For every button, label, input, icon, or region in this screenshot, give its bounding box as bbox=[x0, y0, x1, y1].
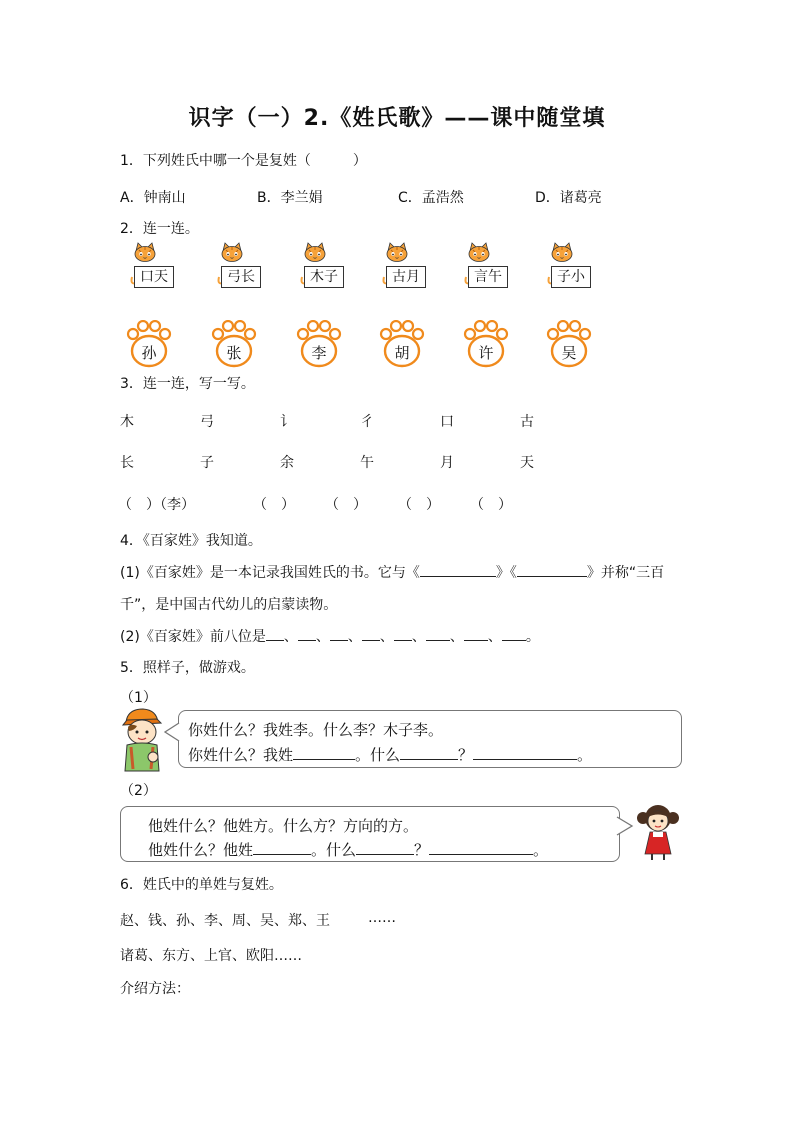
q4-blank-surname-4[interactable] bbox=[362, 626, 380, 641]
q4-part1-text-b: 》《 bbox=[495, 565, 517, 581]
q4-blank-surname-8[interactable] bbox=[502, 626, 526, 641]
q3-row1-char-6: 古 bbox=[520, 414, 534, 430]
q3-row2-char-6: 天 bbox=[520, 455, 534, 471]
q3-answer-3[interactable]: （ ） bbox=[325, 497, 367, 513]
q3-row1-char-4: 彳 bbox=[360, 414, 374, 430]
q5-label-1: （1） bbox=[120, 690, 157, 706]
bubble-1-blank-what[interactable] bbox=[400, 745, 458, 760]
paw-surname-2: 张 bbox=[226, 344, 242, 362]
q4-blank-surname-3[interactable] bbox=[330, 626, 348, 641]
bubble-1-blank-answer[interactable] bbox=[473, 745, 577, 760]
question-1-stem: 1．下列姓氏中哪一个是复姓（ ） bbox=[120, 153, 367, 169]
q1-option-a[interactable]: A．钟南山 bbox=[120, 190, 186, 206]
text: 他姓什么？他姓 bbox=[148, 841, 254, 859]
q3-answer-2[interactable]: （ ） bbox=[253, 497, 295, 513]
q3-row2-char-1: 长 bbox=[120, 455, 134, 471]
q4-part1-text-c: 》并称“三百 bbox=[586, 565, 665, 581]
q4-blank-book2[interactable] bbox=[517, 562, 587, 577]
page-title: 识字（一）2.《姓氏歌》——课中随堂填 bbox=[188, 106, 606, 131]
separator: 、 bbox=[411, 629, 426, 645]
q1-option-c[interactable]: C．孟浩然 bbox=[398, 190, 464, 206]
name-card-2[interactable]: 弓长 bbox=[221, 266, 261, 288]
separator: 、 bbox=[315, 629, 330, 645]
bubble-2-blank-surname[interactable] bbox=[253, 840, 311, 855]
q6-single-ellipsis: …… bbox=[368, 910, 396, 926]
q4-blank-surname-5[interactable] bbox=[394, 626, 412, 641]
name-card-5[interactable]: 言午 bbox=[468, 266, 508, 288]
text: 。什么 bbox=[311, 841, 357, 859]
name-card-3[interactable]: 木子 bbox=[304, 266, 344, 288]
q3-answer-5[interactable]: （ ） bbox=[470, 497, 512, 513]
girl-illustration bbox=[636, 800, 680, 862]
q3-answer-4[interactable]: （ ） bbox=[398, 497, 440, 513]
q4-part1-line1 bbox=[120, 562, 664, 582]
period: 。 bbox=[525, 629, 540, 645]
q6-single-surnames: 赵、钱、孙、李、周、吴、郑、王 bbox=[120, 913, 330, 929]
q4-blank-surname-2[interactable] bbox=[298, 626, 316, 641]
q3-row1-char-5: 口 bbox=[440, 414, 454, 430]
text: 。 bbox=[533, 841, 549, 859]
q4-part2-line bbox=[120, 626, 540, 646]
q3-row1-char-1: 木 bbox=[120, 414, 134, 430]
q3-row2-char-5: 月 bbox=[440, 455, 454, 471]
name-card-6[interactable]: 子小 bbox=[551, 266, 591, 288]
boy-illustration bbox=[117, 705, 165, 777]
q4-part2-text: (2)《百家姓》前八位是 bbox=[120, 629, 266, 645]
paw-surname-3: 李 bbox=[311, 344, 327, 362]
q4-blank-surname-1[interactable] bbox=[266, 626, 284, 641]
text: ？ bbox=[414, 841, 430, 859]
q3-row2-char-4: 午 bbox=[360, 455, 374, 471]
q1-option-d[interactable]: D．诸葛亮 bbox=[535, 190, 602, 206]
paw-surname-4: 胡 bbox=[394, 344, 410, 362]
q3-answer-1[interactable]: （ ）（李） bbox=[118, 497, 195, 513]
text: 。 bbox=[577, 746, 593, 764]
bubble-1-blank-surname[interactable] bbox=[293, 745, 355, 760]
separator: 、 bbox=[347, 629, 362, 645]
question-3-stem: 3．连一连，写一写。 bbox=[120, 376, 255, 392]
text: ？ bbox=[458, 746, 474, 764]
text: 你姓什么？我姓 bbox=[188, 746, 294, 764]
separator: 、 bbox=[449, 629, 464, 645]
question-4-stem: 4．《百家姓》我知道。 bbox=[120, 533, 262, 549]
q3-row2-char-2: 子 bbox=[200, 455, 214, 471]
q3-row1-char-3: 讠 bbox=[280, 414, 294, 430]
q4-blank-surname-7[interactable] bbox=[464, 626, 488, 641]
q3-row1-char-2: 弓 bbox=[200, 414, 214, 430]
bubble-2-tail bbox=[616, 816, 634, 836]
separator: 、 bbox=[283, 629, 298, 645]
q4-blank-surname-6[interactable] bbox=[426, 626, 450, 641]
separator: 、 bbox=[487, 629, 502, 645]
bubble-1-line-1: 你姓什么？我姓李。什么李？木子李。 bbox=[188, 721, 444, 739]
bubble-1-line-2 bbox=[188, 744, 592, 765]
q4-part1-text-a: (1)《百家姓》是一本记录我国姓氏的书。它与《 bbox=[120, 565, 420, 581]
paw-surname-6: 吴 bbox=[561, 344, 577, 362]
question-6-stem: 6．姓氏中的单姓与复姓。 bbox=[120, 877, 283, 893]
q1-option-b[interactable]: B．李兰娟 bbox=[257, 190, 323, 206]
text: 。什么 bbox=[355, 746, 401, 764]
separator: 、 bbox=[379, 629, 394, 645]
q5-label-2: （2） bbox=[120, 783, 157, 799]
name-card-1[interactable]: 口天 bbox=[134, 266, 174, 288]
q4-blank-book1[interactable] bbox=[420, 562, 496, 577]
q6-compound-surnames: 诸葛、东方、上官、欧阳…… bbox=[120, 948, 302, 964]
q4-part1-line2: 千”，是中国古代幼儿的启蒙读物。 bbox=[120, 597, 338, 613]
name-card-4[interactable]: 古月 bbox=[386, 266, 426, 288]
bubble-2-blank-answer[interactable] bbox=[429, 840, 533, 855]
q6-method-label: 介绍方法： bbox=[120, 981, 190, 997]
bubble-2-blank-what[interactable] bbox=[356, 840, 414, 855]
q3-row2-char-3: 余 bbox=[280, 455, 294, 471]
bubble-1-tail bbox=[164, 722, 180, 742]
question-2-stem: 2．连一连。 bbox=[120, 221, 199, 237]
bubble-2-line-1: 他姓什么？他姓方。什么方？方向的方。 bbox=[148, 817, 419, 835]
paw-surname-5: 许 bbox=[478, 344, 494, 362]
bubble-2-line-2 bbox=[148, 839, 548, 860]
paw-surname-1: 孙 bbox=[141, 344, 157, 362]
question-5-stem: 5．照样子，做游戏。 bbox=[120, 660, 255, 676]
